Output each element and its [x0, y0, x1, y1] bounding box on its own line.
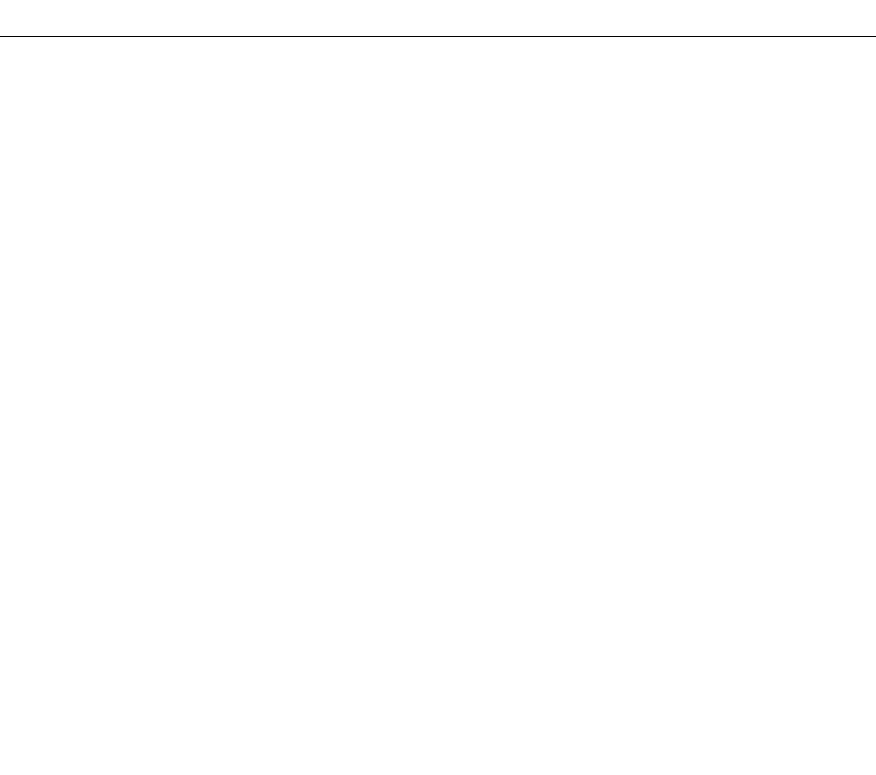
page-title	[0, 0, 876, 37]
